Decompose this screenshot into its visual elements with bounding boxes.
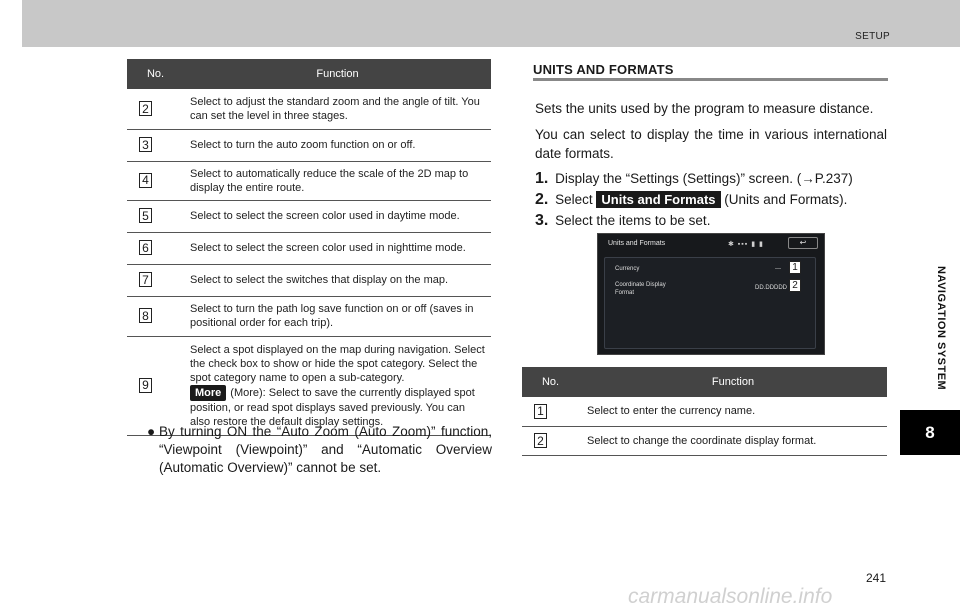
function-text: (More): Select to save the currently displayed spot position, or read spot displays saved previously. You can also restore the default display settings. [190, 386, 475, 428]
function-text: Select to enter the currency name. [579, 397, 887, 426]
table-row [127, 129, 491, 161]
column-header-function: Function [579, 367, 887, 397]
function-text: Select to select the screen color used in nighttime mode. [184, 232, 491, 264]
function-table-right [522, 367, 887, 456]
function-text: Select to turn the auto zoom function on or off. [184, 129, 491, 161]
coordinate-format-label[interactable] [615, 281, 666, 297]
side-tab-title: NAVIGATION SYSTEM [935, 266, 947, 391]
step-text: Select [555, 192, 593, 207]
number-marker: 6 [139, 240, 152, 255]
step-text: Select the items to be set. [555, 213, 711, 228]
heading-rule [533, 78, 888, 81]
currency-value: --- [775, 266, 781, 272]
page-number: 241 [866, 571, 887, 585]
step-text: Display the “Settings (Settings)” screen. (→P.237) [555, 171, 853, 186]
section-heading: UNITS AND FORMATS [533, 62, 674, 77]
table-row [522, 397, 887, 426]
function-text: Select to automatically reduce the scale of the 2D map to display the entire route. [184, 161, 491, 200]
step-number: 2. [535, 191, 549, 208]
step-number: 3. [535, 212, 549, 229]
units-and-formats-button[interactable]: Units and Formats [596, 191, 720, 208]
column-header-function: Function [184, 59, 491, 89]
function-text: Select to turn the path log save function on or off (saves in positional order for each trip). [184, 296, 491, 336]
column-header-no: No. [522, 367, 579, 397]
function-text: Select to select the switches that display on the map. [184, 264, 491, 296]
header-bar [22, 0, 960, 47]
column-header-no: No. [127, 59, 184, 89]
table-row [127, 89, 491, 129]
number-marker: 2 [139, 101, 152, 116]
function-text: Select to change the coordinate display format. [579, 426, 887, 455]
watermark: carmanualsonline.info [628, 585, 833, 608]
coordinate-format-value: DD.DDDDD [755, 285, 787, 291]
step-number: 1. [535, 170, 549, 187]
table-row [522, 426, 887, 455]
number-marker: 8 [139, 308, 152, 323]
function-table-left [127, 59, 491, 436]
number-marker: 9 [139, 378, 152, 393]
more-button[interactable]: More [190, 385, 226, 401]
number-marker: 2 [534, 433, 547, 448]
note-text: By turning ON the “Auto Zoom (Auto Zoom)” function, “Viewpoint (Viewpoint)” and “Automatic Overview (Automatic Overview)” cannot be set. [159, 424, 492, 475]
side-tab [900, 0, 960, 611]
function-text: Select to select the screen color used in daytime mode. [184, 200, 491, 232]
number-marker: 7 [139, 272, 152, 287]
table-row [127, 264, 491, 296]
function-text: Select to adjust the standard zoom and the angle of tilt. You can set the level in three stages. [184, 89, 491, 129]
number-marker: 5 [139, 208, 152, 223]
table-row [127, 200, 491, 232]
table-row [127, 296, 491, 336]
table-row [127, 336, 491, 435]
currency-label[interactable]: Currency [615, 266, 640, 272]
step-2 [535, 191, 847, 209]
number-marker: 1 [534, 404, 547, 419]
paragraph: You can select to display the time in various international date formats. [535, 127, 887, 161]
function-text: Select a spot displayed on the map during navigation. Select the check box to show or hide the spot category. Select the spot category name to open a sub-category. [190, 343, 485, 384]
back-icon[interactable]: ↩ [788, 237, 818, 249]
status-icons: ✱ ▪▪▪ ▮ ▮ [728, 241, 764, 248]
settings-panel [604, 257, 816, 349]
number-marker: 4 [139, 173, 152, 188]
screen-title: Units and Formats [608, 240, 666, 247]
step-1 [535, 170, 853, 188]
chapter-tab[interactable]: 8 [900, 410, 960, 455]
note [147, 423, 492, 477]
paragraph: Sets the units used by the program to measure distance. [535, 101, 874, 116]
units-formats-screen [597, 233, 825, 355]
number-marker: 2 [789, 279, 801, 292]
section-label: SETUP [855, 31, 890, 42]
coordinate-label-line: Coordinate Display [615, 282, 666, 288]
table-row [127, 161, 491, 200]
step-text: (Units and Formats). [724, 192, 848, 207]
number-marker: 3 [139, 137, 152, 152]
step-3 [535, 212, 710, 230]
table-row [127, 232, 491, 264]
number-marker: 1 [789, 261, 801, 274]
coordinate-label-line: Format [615, 290, 635, 296]
bullet-icon: ● [147, 424, 156, 439]
